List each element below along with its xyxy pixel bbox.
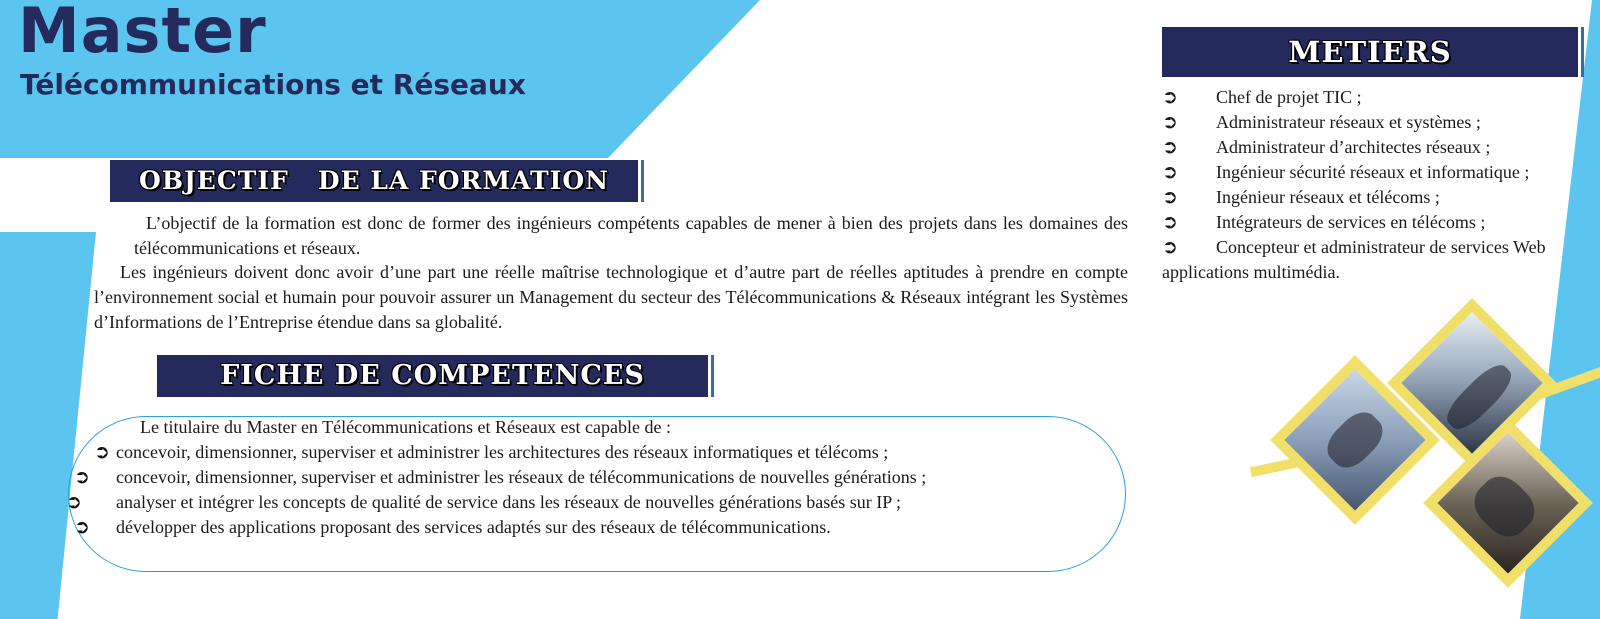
competence-item: analyser et intégrer les concepts de qualité de service dans les réseaux de nouvelles générations basés sur IP ; bbox=[116, 492, 902, 512]
list-item: ➲ Ingénieur réseaux et télécoms ; bbox=[1162, 186, 1440, 208]
list-item: ➲ Administrateur d’architectes réseaux ; bbox=[1162, 136, 1491, 158]
bullet-arrow-icon: ➲ bbox=[1162, 186, 1178, 208]
photo-detail bbox=[1320, 405, 1391, 476]
list-item: ➲ Concepteur et administrateur de services Web applications multimédia. bbox=[1162, 236, 1546, 282]
bullet-arrow-icon: ➲ bbox=[94, 441, 110, 463]
objectif-paragraph-1: L’objectif de la formation est donc de former des ingénieurs compétents capables de mener à bien des projets dans les domaines des télécommunications et réseaux. bbox=[134, 213, 1128, 258]
bullet-arrow-icon: ➲ bbox=[1162, 236, 1178, 258]
bullet-arrow-icon: ➲ bbox=[74, 516, 90, 538]
bullet-arrow-icon: ➲ bbox=[1162, 211, 1178, 233]
list-item: ➲ Ingénieur sécurité réseaux et informatique ; bbox=[1162, 161, 1530, 183]
competences-intro: Le titulaire du Master en Télécommunications et Réseaux est capable de : bbox=[140, 417, 671, 437]
photo-detail bbox=[1466, 468, 1544, 546]
page-subtitle: Télécommunications et Réseaux bbox=[20, 68, 526, 101]
competence-item: concevoir, dimensionner, superviser et administrer les architectures des réseaux informatiques et télécoms ; bbox=[116, 442, 889, 462]
bullet-arrow-icon: ➲ bbox=[1162, 136, 1178, 158]
list-item: ➲ Intégrateurs de services en télécoms ; bbox=[1162, 211, 1486, 233]
objectif-paragraph-2: Les ingénieurs doivent donc avoir d’une part une réelle maîtrise technologique et d’autre part de réelles aptitudes à prendre en compte l’environnement social et humain pour pouvoir assurer un Management du secteur des Télécommunications & Réseaux intégrant les Systèmes d’Informations de l’Entreprise étendue dans sa globalité. bbox=[94, 262, 1128, 332]
bullet-arrow-icon: ➲ bbox=[66, 491, 82, 513]
metiers-list bbox=[1162, 85, 1572, 285]
competences-heading: FICHE DE COMPETENCES bbox=[157, 355, 708, 397]
competence-item: développer des applications proposant des services adaptés sur des réseaux de télécommunications. bbox=[116, 517, 831, 537]
bullet-arrow-icon: ➲ bbox=[1162, 86, 1178, 108]
competence-item: concevoir, dimensionner, superviser et administrer les réseaux de télécommunications de nouvelles générations ; bbox=[116, 467, 927, 487]
list-item: ➲ Chef de projet TIC ; bbox=[1162, 86, 1362, 108]
page-title: Master bbox=[18, 0, 267, 67]
list-item: ➲ Administrateur réseaux et systèmes ; bbox=[1162, 111, 1481, 133]
left-accent-strip bbox=[0, 232, 96, 619]
metiers-heading: METIERS bbox=[1162, 27, 1578, 77]
bullet-arrow-icon: ➲ bbox=[74, 466, 90, 488]
objectif-heading: OBJECTIF DE LA FORMATION bbox=[110, 160, 638, 202]
bullet-arrow-icon: ➲ bbox=[1162, 161, 1178, 183]
bullet-arrow-icon: ➲ bbox=[1162, 111, 1178, 133]
